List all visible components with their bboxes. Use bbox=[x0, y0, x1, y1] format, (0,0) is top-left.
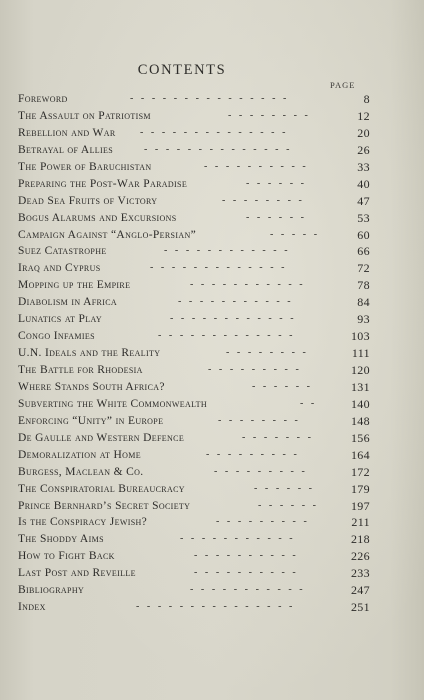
toc-entry-page-number: 66 bbox=[357, 244, 370, 259]
dot-leader: -------- bbox=[228, 109, 316, 121]
toc-entry bbox=[18, 311, 370, 328]
toc-entry-title: Where Stands South Africa? bbox=[18, 380, 165, 393]
dot-leader: ------ bbox=[258, 499, 324, 511]
toc-entry bbox=[18, 413, 370, 430]
dot-leader: --------------- bbox=[130, 93, 294, 104]
toc-entry-page-number: 53 bbox=[357, 210, 370, 225]
dot-leader: -------- bbox=[218, 414, 306, 426]
toc-entry bbox=[18, 498, 370, 515]
toc-entry-page-number: 72 bbox=[357, 261, 370, 276]
toc-entry-title: Index bbox=[18, 601, 46, 614]
dot-leader: ------------- bbox=[150, 262, 293, 274]
toc-entry bbox=[18, 345, 370, 362]
toc-entry-title: De Gaulle and Western Defence bbox=[18, 431, 185, 444]
toc-entry-title: Mopping up the Empire bbox=[18, 279, 131, 292]
toc-entry bbox=[18, 193, 370, 210]
toc-entry-title: Last Post and Reveille bbox=[18, 567, 136, 580]
toc-entry-page-number: 20 bbox=[357, 125, 370, 140]
toc-entry-title: U.N. Ideals and the Reality bbox=[18, 347, 161, 360]
toc-entry bbox=[18, 531, 370, 548]
toc-entry-page-number: 33 bbox=[357, 159, 370, 174]
toc-entry-title: Rebellion and War bbox=[18, 126, 116, 139]
toc-entry-page-number: 179 bbox=[350, 481, 370, 496]
dot-leader: ------ bbox=[254, 482, 320, 494]
toc-entry bbox=[18, 430, 370, 447]
toc-entry-title: The Shoddy Aims bbox=[18, 533, 104, 546]
contents-heading: CONTENTS bbox=[137, 62, 227, 78]
toc-entry-title: The Battle for Rhodesia bbox=[18, 364, 143, 376]
toc-entry-page-number: 8 bbox=[363, 92, 370, 106]
toc-entry-title: Subverting the White Commonwealth bbox=[18, 397, 207, 410]
toc-entry-title: Is the Conspiracy Jewish? bbox=[18, 516, 148, 529]
toc-entry-title: Burgess, Maclean & Co. bbox=[18, 465, 144, 478]
toc-entry bbox=[18, 396, 370, 413]
toc-entry-title: The Assault on Patriotism bbox=[18, 109, 151, 122]
toc-entry-title: Bogus Alarums and Excursions bbox=[18, 211, 177, 224]
page-column-label: PAGE bbox=[330, 80, 356, 90]
toc-entry bbox=[18, 565, 370, 582]
toc-entry-title: Bibliography bbox=[18, 584, 85, 597]
toc-entry bbox=[18, 142, 370, 159]
toc-entry-page-number: 111 bbox=[351, 346, 370, 361]
toc-entry-page-number: 233 bbox=[350, 566, 370, 581]
toc-entry bbox=[18, 277, 370, 294]
toc-entry bbox=[18, 91, 370, 108]
toc-entry-title: The Conspiratorial Bureaucracy bbox=[18, 482, 185, 495]
toc-entry-page-number: 211 bbox=[351, 515, 370, 530]
toc-entry bbox=[18, 447, 370, 464]
toc-entry-title: Congo Infamies bbox=[18, 330, 95, 343]
toc-entry-page-number: 93 bbox=[357, 312, 370, 327]
toc-entry-title: Campaign Against “Anglo-Persian” bbox=[18, 228, 197, 241]
toc-entry-page-number: 131 bbox=[350, 379, 370, 394]
toc-entry bbox=[18, 243, 370, 260]
dot-leader: ------ bbox=[246, 177, 312, 189]
toc-entry-page-number: 251 bbox=[350, 600, 370, 615]
toc-entry-page-number: 103 bbox=[350, 329, 370, 344]
toc-entry bbox=[18, 379, 370, 396]
toc-entry bbox=[18, 481, 370, 498]
dot-leader: --------------- bbox=[136, 601, 300, 613]
dot-leader: -------------- bbox=[140, 126, 294, 138]
dot-leader: -------- bbox=[226, 347, 314, 359]
toc-entry-title: How to Fight Back bbox=[18, 550, 115, 563]
dot-leader: --------- bbox=[216, 516, 315, 528]
toc-entry-title: Dead Sea Fruits of Victory bbox=[18, 194, 158, 207]
dot-leader: ----------- bbox=[180, 533, 301, 545]
dot-leader: ----------- bbox=[190, 279, 311, 291]
toc-entry bbox=[18, 514, 370, 531]
toc-entry-page-number: 60 bbox=[357, 227, 370, 242]
toc-entry bbox=[18, 210, 370, 227]
dot-leader: -------- bbox=[222, 194, 310, 206]
toc-entry bbox=[18, 260, 370, 277]
toc-entry-page-number: 148 bbox=[350, 413, 370, 428]
dot-leader: -- bbox=[300, 397, 322, 409]
dot-leader: ------------- bbox=[158, 330, 301, 342]
toc-entry-page-number: 164 bbox=[350, 447, 370, 462]
toc-entry-title: The Power of Baruchistan bbox=[18, 160, 152, 173]
toc-entry bbox=[18, 599, 370, 616]
toc-entry bbox=[18, 362, 370, 379]
toc-entry-page-number: 78 bbox=[357, 278, 370, 293]
toc-entry-page-number: 26 bbox=[357, 142, 370, 157]
dot-leader: ------------ bbox=[164, 245, 296, 257]
toc-entry-page-number: 218 bbox=[350, 532, 370, 547]
toc-entry bbox=[18, 548, 370, 565]
dot-leader: --------- bbox=[208, 364, 307, 375]
dot-leader: -------------- bbox=[144, 143, 298, 155]
toc-entry-page-number: 12 bbox=[357, 108, 370, 123]
toc-entry-title: Diabolism in Africa bbox=[18, 296, 118, 309]
toc-entry bbox=[18, 227, 370, 244]
toc-entry-page-number: 47 bbox=[357, 193, 370, 208]
toc-entry bbox=[18, 328, 370, 345]
toc-entry-page-number: 140 bbox=[350, 396, 370, 411]
dot-leader: ---------- bbox=[194, 567, 304, 579]
toc-entry-title: Enforcing “Unity” in Europe bbox=[18, 414, 164, 427]
dot-leader: ----------- bbox=[190, 584, 311, 596]
dot-leader: --------- bbox=[206, 448, 305, 460]
toc-entry bbox=[18, 294, 370, 311]
toc-entry-page-number: 40 bbox=[357, 176, 370, 191]
toc-entry-title: Foreword bbox=[18, 93, 68, 105]
dot-leader: ------ bbox=[252, 380, 318, 392]
dot-leader: ------------ bbox=[170, 313, 302, 325]
toc-entry-title: Demoralization at Home bbox=[18, 448, 141, 461]
toc-entry-page-number: 84 bbox=[357, 295, 370, 310]
toc-entry bbox=[18, 125, 370, 142]
dot-leader: --------- bbox=[214, 465, 313, 477]
dot-leader: ---------- bbox=[194, 550, 304, 562]
toc-entry-page-number: 120 bbox=[350, 363, 370, 377]
table-of-contents bbox=[18, 91, 370, 616]
toc-entry bbox=[18, 582, 370, 599]
toc-entry bbox=[18, 108, 370, 125]
toc-entry-title: Suez Catastrophe bbox=[18, 245, 107, 258]
dot-leader: ------- bbox=[242, 431, 319, 443]
toc-entry-page-number: 172 bbox=[350, 464, 370, 479]
toc-entry-page-number: 197 bbox=[350, 498, 370, 513]
toc-entry-title: Lunatics at Play bbox=[18, 313, 103, 326]
toc-entry bbox=[18, 159, 370, 176]
toc-entry-title: Betrayal of Allies bbox=[18, 143, 114, 156]
toc-entry bbox=[18, 464, 370, 481]
toc-entry-page-number: 156 bbox=[350, 430, 370, 445]
toc-entry-page-number: 247 bbox=[350, 583, 370, 598]
dot-leader: ---------- bbox=[204, 160, 314, 172]
toc-entry bbox=[18, 176, 370, 193]
toc-entry-page-number: 226 bbox=[350, 549, 370, 564]
dot-leader: ------ bbox=[246, 211, 312, 223]
toc-entry-title: Prince Bernhard’s Secret Society bbox=[18, 499, 191, 512]
dot-leader: ----- bbox=[270, 228, 325, 240]
toc-entry-title: Iraq and Cyprus bbox=[18, 262, 101, 275]
toc-entry-title: Preparing the Post-War Paradise bbox=[18, 177, 188, 190]
dot-leader: ----------- bbox=[178, 296, 299, 308]
